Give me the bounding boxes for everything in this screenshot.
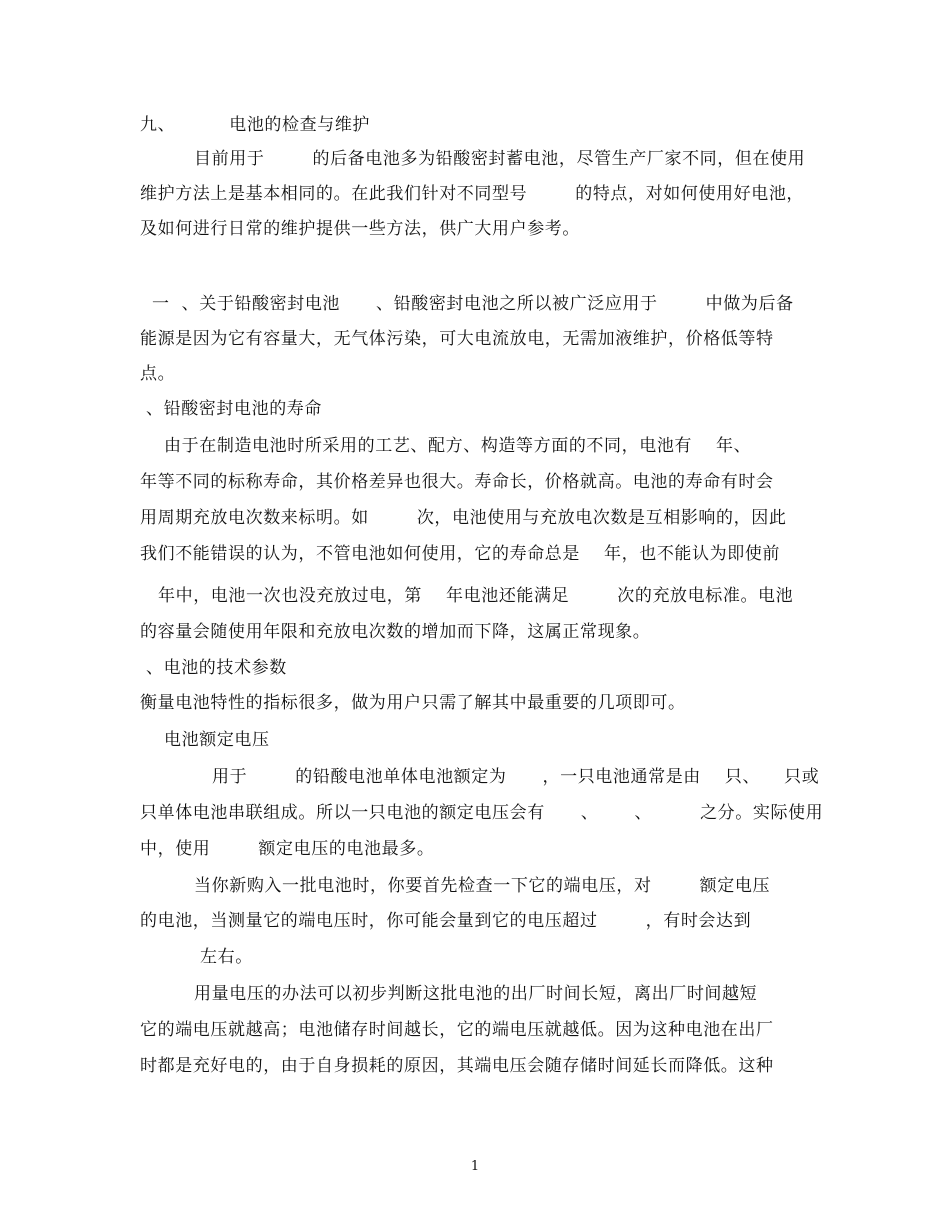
terminal-voltage-line-1: 当你新购入一批电池时，你要首先检查一下它的端电压，对 额定电压 (140, 876, 771, 896)
lifespan-line-1: 由于在制造电池时所采用的工艺、配方、构造等方面的不同，电池有 年、 (140, 436, 752, 456)
lifespan-line-6: 的容量会随使用年限和充放电次数的增加而下降，这属正常现象。 (140, 622, 651, 642)
tech-heading: 、电池的技术参数 (140, 658, 287, 678)
measure-line-1: 用量电压的办法可以初步判断这批电池的出厂时间长短，离出厂时间越短 (140, 984, 758, 1004)
lifespan-heading: 、铅酸密封电池的寿命 (140, 399, 323, 419)
rated-voltage-heading: 电池额定电压 (140, 730, 270, 750)
part-one-line-2: 能源是因为它有容量大，无气体污染，可大电流放电，无需加液维护，价格低等特 (140, 329, 774, 349)
measure-line-3: 时都是充好电的，由于自身损耗的原因，其端电压会随存储时间延长而降低。这种 (140, 1056, 774, 1076)
part-one-line-1: 一 、关于铅酸密封电池 、铅酸密封电池之所以被广泛应用于 中做为后备 (140, 294, 794, 314)
terminal-voltage-line-2: 的电池，当测量它的端电压时，你可能会量到它的电压超过 ，有时会达到 (140, 911, 752, 931)
rated-voltage-line-2: 只单体电池串联组成。所以一只电池的额定电压会有 、 、 之分。实际使用 (140, 803, 824, 823)
section-heading: 九、 电池的检查与维护 (140, 115, 371, 135)
rated-voltage-line-3: 中，使用 额定电压的电池最多。 (140, 839, 435, 859)
tech-intro: 衡量电池特性的指标很多，做为用户只需了解其中最重要的几项即可。 (140, 693, 686, 713)
terminal-voltage-line-3: 左右。 (140, 947, 253, 967)
intro-line-2: 维护方法上是基本相同的。在此我们针对不同型号 的特点，对如何使用好电池， (140, 184, 805, 204)
rated-voltage-line-1: 用于 的铅酸电池单体电池额定为 ，一只电池通常是由 只、 只或 (140, 767, 820, 787)
lifespan-line-3: 用周期充放电次数来标明。如 次，电池使用与充放电次数是互相影响的，因此 (140, 508, 787, 528)
lifespan-line-2: 年等不同的标称寿命，其价格差异也很大。寿命长，价格就高。电池的寿命有时会 (140, 472, 774, 492)
part-one-line-3: 点。 (140, 364, 176, 384)
page-number: 1 (470, 1159, 480, 1174)
intro-line-3: 及如何进行日常的维护提供一些方法，供广大用户参考。 (140, 219, 580, 239)
lifespan-line-5: 年中，电池一次也没充放过电，第 年电池还能满足 次的充放电标准。电池 (140, 586, 794, 606)
intro-line-1: 目前用于 的后备电池多为铅酸密封蓄电池，尽管生产厂家不同，但在使用 (140, 149, 806, 169)
measure-line-2: 它的端电压就越高；电池储存时间越长，它的端电压就越低。因为这种电池在出厂 (140, 1020, 774, 1040)
lifespan-line-4: 我们不能错误的认为，不管电池如何使用，它的寿命总是 年，也不能认为即使前 (140, 544, 781, 564)
